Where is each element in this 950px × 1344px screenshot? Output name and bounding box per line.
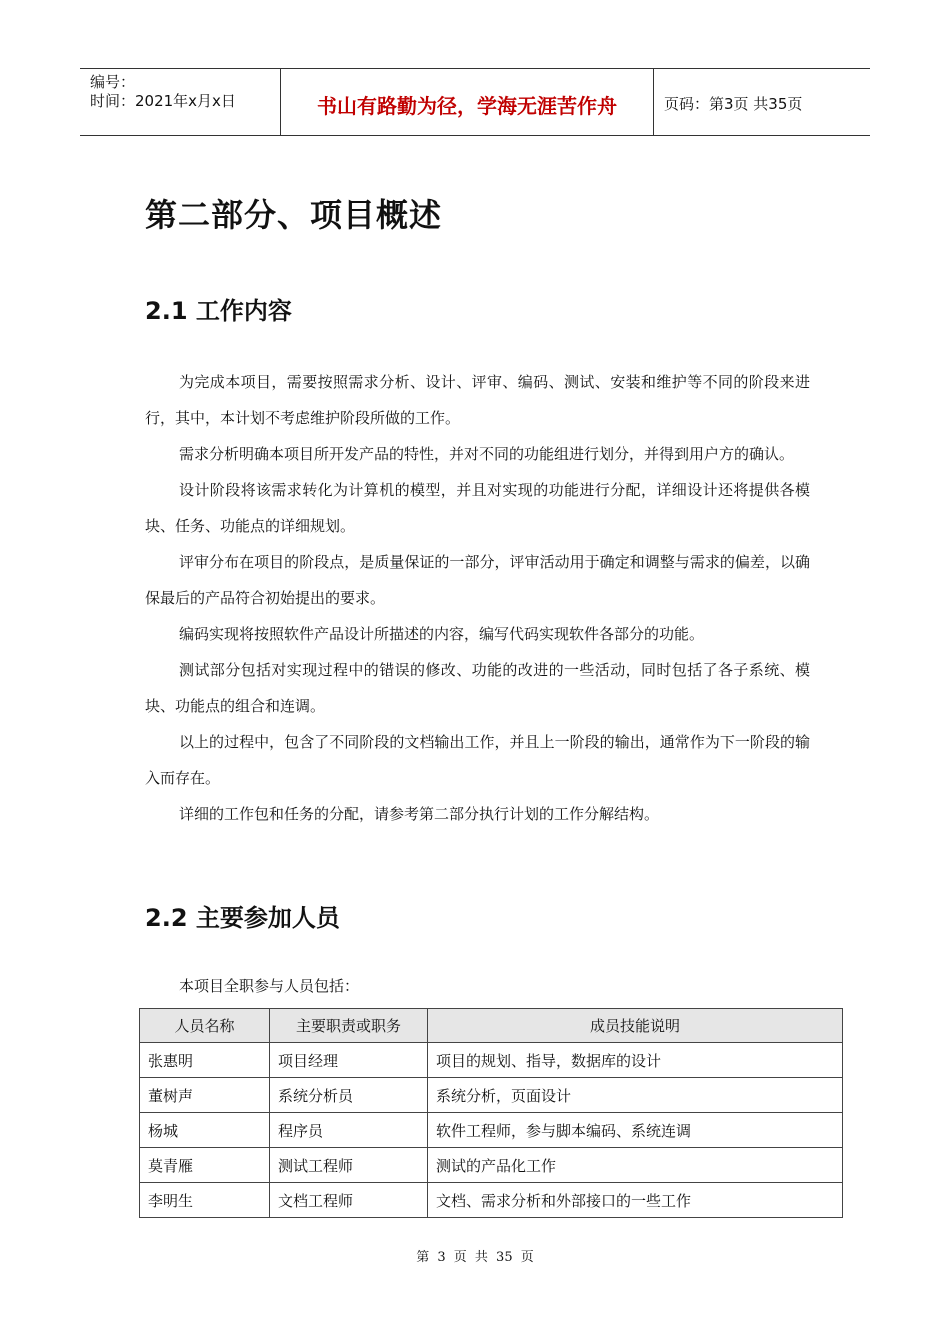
- cell-skills: 测试的产品化工作: [428, 1148, 843, 1183]
- section-heading-staff: 2.2 主要参加人员: [145, 904, 340, 932]
- cell-skills: 软件工程师，参与脚本编码、系统连调: [428, 1113, 843, 1148]
- cell-name: 张惠明: [140, 1043, 270, 1078]
- table-row: [140, 1183, 843, 1218]
- paragraph: 以上的过程中，包含了不同阶段的文档输出工作，并且上一阶段的输出，通常作为下一阶段的输入而存在。: [145, 733, 810, 787]
- cell-name: 李明生: [140, 1183, 270, 1218]
- cell-name: 莫青雁: [140, 1148, 270, 1183]
- page-title: 第二部分、项目概述: [145, 196, 443, 234]
- header-meta: [80, 69, 281, 135]
- paragraph: 测试部分包括对实现过程中的错误的修改、功能的改进的一些活动，同时包括了各子系统、模块、功能点的组合和连调。: [145, 661, 810, 715]
- cell-name: 杨城: [140, 1113, 270, 1148]
- cell-skills: 文档、需求分析和外部接口的一些工作: [428, 1183, 843, 1218]
- document-date: 时间：2021年x月x日: [90, 92, 236, 110]
- column-header-skills: 成员技能说明: [428, 1009, 843, 1043]
- table-header-row: [140, 1009, 843, 1043]
- cell-skills: 系统分析，页面设计: [428, 1078, 843, 1113]
- table-row: [140, 1148, 843, 1183]
- document-number-label: 编号：: [90, 73, 136, 91]
- table-row: [140, 1113, 843, 1148]
- paragraph: 需求分析明确本项目所开发产品的特性，并对不同的功能组进行划分，并得到用户方的确认。: [179, 445, 795, 463]
- paragraph: 为完成本项目，需要按照需求分析、设计、评审、编码、测试、安装和维护等不同的阶段来进行，其中，本计划不考虑维护阶段所做的工作。: [145, 373, 810, 427]
- paragraph: 设计阶段将该需求转化为计算机的模型，并且对实现的功能进行分配，详细设计还将提供各模块、任务、功能点的详细规划。: [145, 481, 810, 535]
- page-header: [80, 68, 870, 136]
- table-row: [140, 1078, 843, 1113]
- work-content-body: [145, 364, 810, 832]
- staff-intro: 本项目全职参与人员包括：: [179, 977, 360, 995]
- cell-role: 系统分析员: [270, 1078, 428, 1113]
- column-header-role: 主要职责或职务: [270, 1009, 428, 1043]
- page-footer: 第 3 页 共 35 页: [416, 1250, 534, 1265]
- header-page-info: 页码：第3页 共35页: [664, 94, 803, 113]
- staff-table: [139, 1008, 843, 1218]
- section-heading-work-content: 2.1 工作内容: [145, 297, 292, 325]
- header-motto: 书山有路勤为径，学海无涯苦作舟: [281, 69, 654, 135]
- cell-role: 文档工程师: [270, 1183, 428, 1218]
- paragraph: 编码实现将按照软件产品设计所描述的内容，编写代码实现软件各部分的功能。: [179, 625, 705, 643]
- cell-skills: 项目的规划、指导，数据库的设计: [428, 1043, 843, 1078]
- cell-role: 项目经理: [270, 1043, 428, 1078]
- cell-name: 董树声: [140, 1078, 270, 1113]
- cell-role: 程序员: [270, 1113, 428, 1148]
- cell-role: 测试工程师: [270, 1148, 428, 1183]
- table-row: [140, 1043, 843, 1078]
- column-header-name: 人员名称: [140, 1009, 270, 1043]
- paragraph: 详细的工作包和任务的分配，请参考第二部分执行计划的工作分解结构。: [179, 805, 660, 823]
- paragraph: 评审分布在项目的阶段点，是质量保证的一部分，评审活动用于确定和调整与需求的偏差，以确保最后的产品符合初始提出的要求。: [145, 553, 810, 607]
